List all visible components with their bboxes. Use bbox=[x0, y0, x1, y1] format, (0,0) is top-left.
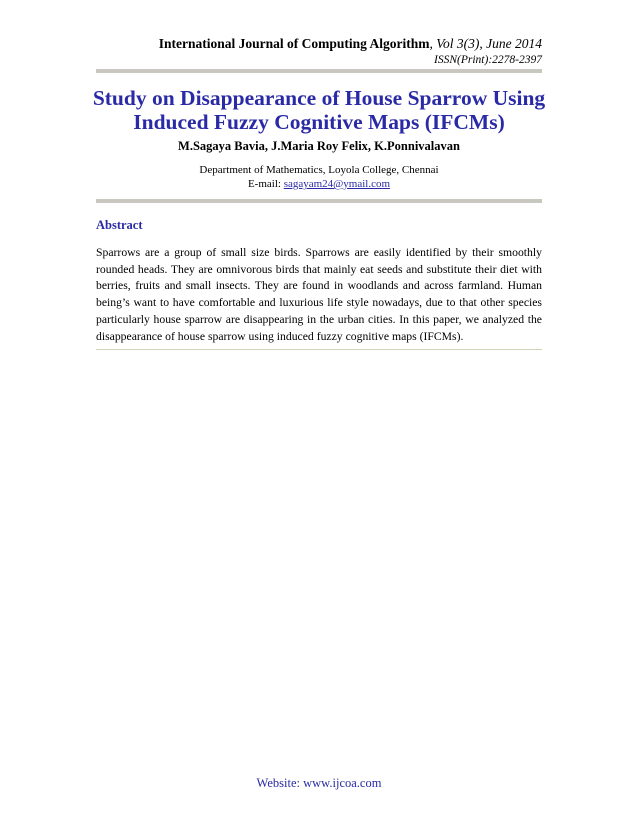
authors: M.Sagaya Bavia, J.Maria Roy Felix, K.Ponnivalavan bbox=[178, 139, 460, 153]
header-divider bbox=[96, 69, 542, 73]
paper-title: Study on Disappearance of House Sparrow Using Induced Fuzzy Cognitive Maps (IFCMs) bbox=[92, 86, 546, 134]
journal-issue: , Vol 3(3), June 2014 bbox=[429, 36, 542, 51]
email-line bbox=[0, 178, 638, 190]
abstract-divider bbox=[96, 349, 542, 350]
affiliation: Department of Mathematics, Loyola College, Chennai bbox=[199, 164, 439, 176]
abstract-text: Sparrows are a group of small size birds. Sparrows are easily identified by their smoothly rounded heads. They are omnivorous birds that mainly eat seeds and substitute their diet with berries, fruits and small insects. They are found in woodlands and across farmland. Human being’s want to have comfortable and luxurious life style nowadays, due to that other species particularly house sparrow are disappearing in the urban cities. In this paper, we analyzed the disappearance of house sparrow using induced fuzzy cognitive maps (IFCMs). bbox=[96, 246, 542, 343]
email-link[interactable]: sagayam24@ymail.com bbox=[283, 178, 391, 190]
email-label: E-mail: bbox=[247, 178, 284, 190]
abstract-heading: Abstract bbox=[96, 218, 143, 232]
journal-name: International Journal of Computing Algorithm bbox=[158, 36, 430, 51]
section-divider bbox=[96, 199, 542, 203]
footer-website[interactable]: Website: www.ijcoa.com bbox=[256, 776, 382, 790]
issn: ISSN(Print):2278-2397 bbox=[434, 54, 542, 66]
journal-header bbox=[159, 36, 542, 52]
